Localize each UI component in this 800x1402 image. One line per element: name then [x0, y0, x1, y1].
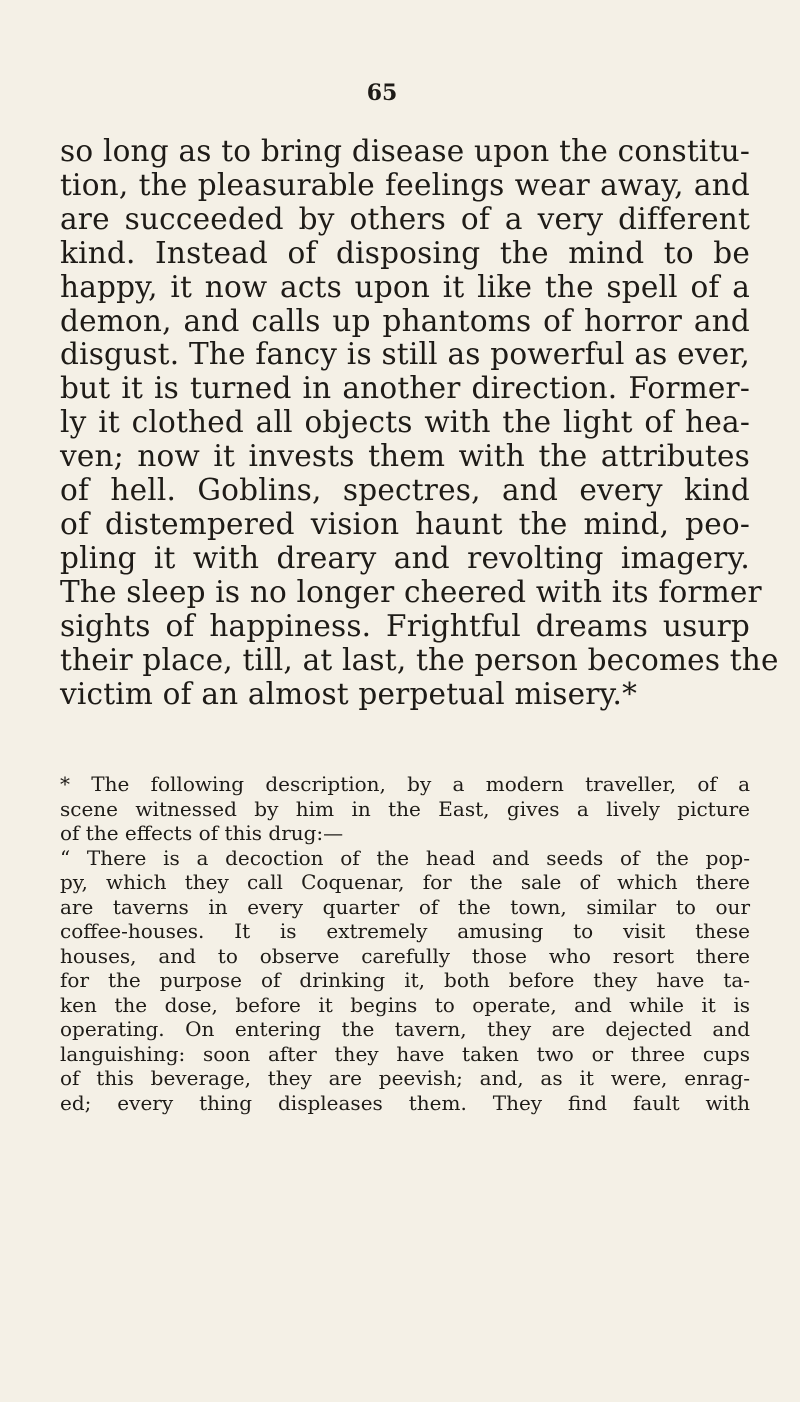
- footnote-line: are taverns in every quarter of the town, similar to our: [60, 894, 750, 919]
- text-line: of distempered vision haunt the mind, peo-: [60, 506, 750, 541]
- main-text: [60, 134, 779, 711]
- footnote-line: operating. On entering the tavern, they are dejected and: [60, 1017, 750, 1041]
- text-line: sights of happiness. Frightful dreams usurp: [60, 608, 750, 643]
- footnote-line: languishing: soon after they have taken two or three cups: [60, 1041, 750, 1066]
- text-line: disgust. The fancy is still as powerful as ever,: [60, 337, 750, 372]
- footnote-line: for the purpose of drinking it, both before they have ta-: [60, 968, 750, 992]
- footnote-line: houses, and to observe carefully those who resort there: [60, 943, 750, 968]
- footnote-line: “ There is a decoction of the head and seeds of the pop-: [60, 845, 750, 870]
- footnote-line: ken the dose, before it begins to operate, and while it is: [60, 992, 750, 1017]
- footnote-line: py, which they call Coquenar, for the sale of which there: [60, 870, 750, 894]
- text-line: demon, and calls up phantoms of horror and: [60, 303, 750, 338]
- text-line: kind. Instead of disposing the mind to be: [60, 235, 750, 270]
- text-line: victim of an almost perpetual misery.*: [60, 676, 638, 711]
- footnote-line: coffee-houses. It is extremely amusing to visit these: [60, 919, 750, 943]
- text-line: so long as to bring disease upon the constitu-: [60, 134, 750, 168]
- text-line: happy, it now acts upon it like the spell of a: [60, 269, 750, 304]
- text-line: of hell. Goblins, spectres, and every kind: [60, 473, 750, 508]
- text-line: their place, till, at last, the person becomes the: [60, 642, 779, 677]
- text-line: The sleep is no longer cheered with its former: [60, 574, 762, 609]
- footnote-line: * The following description, by a modern traveller, of a: [60, 772, 750, 796]
- text-line: but it is turned in another direction. Former-: [60, 371, 750, 406]
- footnote-line: of the effects of this drug:—: [60, 821, 344, 845]
- text-line: ven; now it invests them with the attributes: [60, 439, 750, 474]
- footnote-line: of this beverage, they are peevish; and, as it were, enrag-: [60, 1066, 750, 1090]
- text-line: tion, the pleasurable feelings wear away, and: [60, 167, 750, 202]
- text-line: pling it with dreary and revolting imagery.: [60, 540, 750, 575]
- footnote-line: ed; every thing displeases them. They find fault with: [60, 1090, 750, 1115]
- footnote: [60, 772, 750, 1115]
- text-line: are succeeded by others of a very different: [60, 201, 750, 236]
- page-number: 65: [366, 80, 398, 106]
- footnote-line: scene witnessed by him in the East, gives a lively picture: [60, 796, 750, 821]
- text-line: ly it clothed all objects with the light of hea-: [60, 405, 750, 440]
